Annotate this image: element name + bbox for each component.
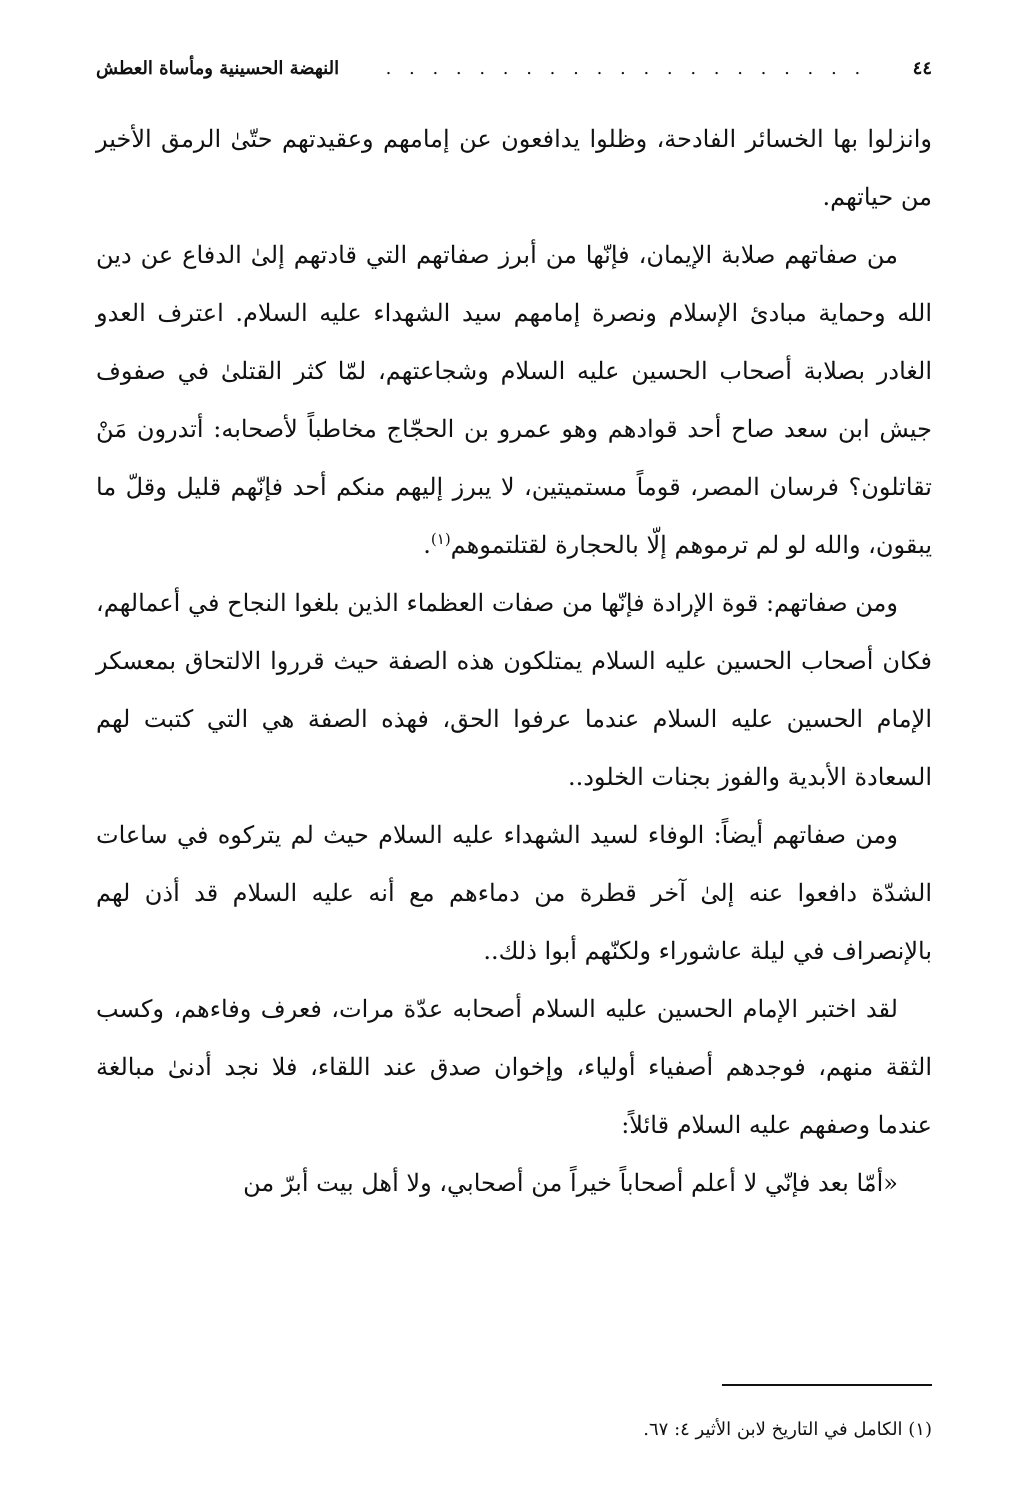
running-title: النهضة الحسينية ومأساة العطش <box>96 57 340 79</box>
main-text <box>96 110 932 1212</box>
page-number: ٤٤ <box>912 57 932 79</box>
paragraph-2-text: من صفاتهم صلابة الإيمان، فإنّها من أبرز صفاتهم التي قادتهم إلىٰ الدفاع عن دين الله وحماية مبادئ الإسلام ونصرة إمامهم سيد الشهداء عليه السلام. اعترف العدو الغادر بصلابة أصحاب الحسين عليه السلام وشجاعتهم، لمّا كثر القتلىٰ في صفوف جيش ابن سعد صاح أحد قوادهم وهو عمرو بن الحجّاج مخاطباً لأصحابه: أتدرون مَنْ تقاتلون؟ فرسان المصر، قوماً مستميتين، لا يبرز إليهم منكم أحد فإنّهم قليل وقلّ ما يبقون، والله لو لم ترموهم إلّا بالحجارة لقتلتموهم <box>96 241 932 559</box>
header-dot-leader: . . . . . . . . . . . . . . . . . . . . . <box>385 57 867 79</box>
paragraph-5: لقد اختبر الإمام الحسين عليه السلام أصحابه عدّة مرات، فعرف وفاءهم، وكسب الثقة منهم، فوجدهم أصفياء أولياء، وإخوان صدق عند اللقاء، فلا نجد أدنىٰ مبالغة عندما وصفهم عليه السلام قائلاً: <box>96 995 932 1139</box>
footnote-divider <box>722 1384 932 1386</box>
paragraph-3: ومن صفاتهم: قوة الإرادة فإنّها من صفات العظماء الذين بلغوا النجاح في أعمالهم، فكان أصحاب الحسين عليه السلام يمتلكون هذه الصفة حيث قرروا الالتحاق بمعسكر الإمام الحسين عليه السلام عندما عرفوا الحق، فهذه الصفة هي التي كتبت لهم السعادة الأبدية والفوز بجنات الخلود.. <box>96 589 932 791</box>
paragraph-1: وانزلوا بها الخسائر الفادحة، وظلوا يدافعون عن إمامهم وعقيدتهم حتّىٰ الرمق الأخير من حياتهم. <box>96 125 932 211</box>
paragraph-6: «أمّا بعد فإنّي لا أعلم أصحاباً خيراً من أصحابي، ولا أهل بيت أبرّ من <box>243 1169 898 1197</box>
paragraph-2-ending: . <box>423 531 431 559</box>
footnote-reference: (١) <box>430 530 451 548</box>
page-header <box>96 48 932 88</box>
paragraph-2 <box>96 226 932 574</box>
paragraph-4: ومن صفاتهم أيضاً: الوفاء لسيد الشهداء عليه السلام حيث لم يتركوه في ساعات الشدّة دافعوا عنه إلىٰ آخر قطرة من دماءهم مع أنه عليه السلام قد أذن لهم بالإنصراف في ليلة عاشوراء ولكنّهم أبوا ذلك.. <box>96 821 932 965</box>
footnote: (١) الكامل في التاريخ لابن الأثير ٤: ٦٧. <box>643 1419 932 1440</box>
